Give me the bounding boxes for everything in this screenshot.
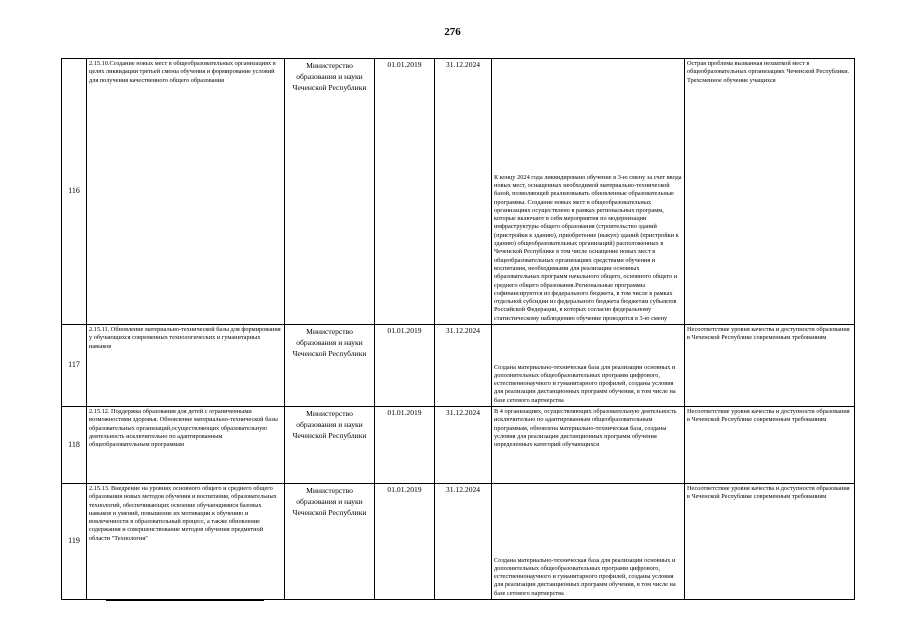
activity-cell: 2.15.10.Создание новых мест в общеобразовательных организациях в целях ликвидации третьей смены обучения и формирование условий для получения качественного общего образования (87, 59, 285, 325)
problem-cell: Острая проблема вызванная нехваткой мест в общеобразовательных организациях Чеченской Республики. Трехсменное обучение учащихся (685, 59, 855, 325)
problem-cell: Несоответствие уровня качества и доступности образования в Чеченской Республике современным требованиям (685, 325, 855, 407)
result-cell: К концу 2024 года ликвидировано обучение в 3-ю смену за счет ввода новых мест, оснащенных необходимой материально-технической базой, позволяющей реализовывать обновленные образовательные программы. Создание новых мест в общеобразовательных организациях осуществлено в рамках региональных программ, которые включают в себя мероприятия по модернизации инфраструктуры общего образования (строительство зданий (пристройки к зданию), приобретение (выкуп) зданий (пристройки к зданию) общеобразовательных организаций) расположенных в Чеченской Республике в том числе оснащение новых мест в общеобразовательных организациях средствами обучения и воспитания, необходимыми для реализации основных образовательных программ начального общего, основного общего и среднего общего образования.Региональные программы софинансируются из федерального бюджета, в том числе в рамках отдельной субсидии из федерального бюджета бюджетам субъектов Российской Федерации, в которых согласно федеральному статистическому наблюдению обучение проводится в 3-ю смену (492, 59, 685, 325)
footnote-separator-line (106, 600, 264, 601)
problem-cell: Несоответствие уровня качества и доступности образования в Чеченской Республике современным требованиям (685, 484, 855, 600)
row-number: 118 (62, 407, 87, 484)
row-number: 117 (62, 325, 87, 407)
program-table (61, 58, 855, 600)
executor-cell: Министерство образования и науки Чеченской Республики (285, 484, 375, 600)
start-date-cell: 01.01.2019 (375, 407, 435, 484)
end-date-cell: 31.12.2024 (435, 407, 492, 484)
start-date-cell: 01.01.2019 (375, 484, 435, 600)
page-number: 276 (444, 26, 461, 38)
start-date-cell: 01.01.2019 (375, 59, 435, 325)
start-date-cell: 01.01.2019 (375, 325, 435, 407)
table-row (62, 407, 855, 484)
result-cell: Создана материально-техническая база для реализации основных и дополнительных общеобразовательных программ цифрового, естественнонаучного и гуманитарного профилей, созданы условия для реализации дистанционных программ обучения, в том числе на базе сетевого партнерства (492, 325, 685, 407)
executor-cell: Министерство образования и науки Чеченской Республики (285, 325, 375, 407)
activity-cell: 2.15.11. Обновление материально-технической базы для формирования у обучающихся современных технологических и гуманитарных навыков (87, 325, 285, 407)
executor-cell: Министерство образования и науки Чеченской Республики (285, 59, 375, 325)
table-row (62, 59, 855, 325)
end-date-cell: 31.12.2024 (435, 325, 492, 407)
problem-cell: Несоответствие уровня качества и доступности образования в Чеченской Республике современным требованиям (685, 407, 855, 484)
row-number: 116 (62, 59, 87, 325)
table-row (62, 325, 855, 407)
result-cell: Создана материально-техническая база для реализации основных и дополнительных общеобразовательных программ цифрового, естественнонаучного и гуманитарного профилей, созданы условия для реализации дистанционных программ обучения, в том числе на базе сетевого партнерства (492, 484, 685, 600)
table-row (62, 484, 855, 600)
activity-cell: 2.15.12. Поддержка образования для детей с ограниченными возможностями здоровья. Обновление материально-технической базы образовательных организаций,осуществляющих образовательную деятельность исключительно по адаптированным общеобразовательным программам (87, 407, 285, 484)
row-number: 119 (62, 484, 87, 600)
executor-cell: Министерство образования и науки Чеченской Республики (285, 407, 375, 484)
result-cell: В 4 организациях, осуществляющих образовательную деятельность исключительно по адаптированным общеобразовательным программам, обновлена материально-техническая база, созданы условия для реализации дистанционных программ обучения определенных категорий обучающихся (492, 407, 685, 484)
activity-cell: 2.15.13. Внедрение на уровнях основного общего и среднего общего образования новых методов обучения и воспитания, образовательных технологий, обеспечивающих освоение обучающимися базовых навыков и умений, повышение их мотивации к обучению и вовлеченности в образовательный процесс, а также обновление содержания и совершенствование методов обучения предметной области "Технология" (87, 484, 285, 600)
end-date-cell: 31.12.2024 (435, 59, 492, 325)
end-date-cell: 31.12.2024 (435, 484, 492, 600)
